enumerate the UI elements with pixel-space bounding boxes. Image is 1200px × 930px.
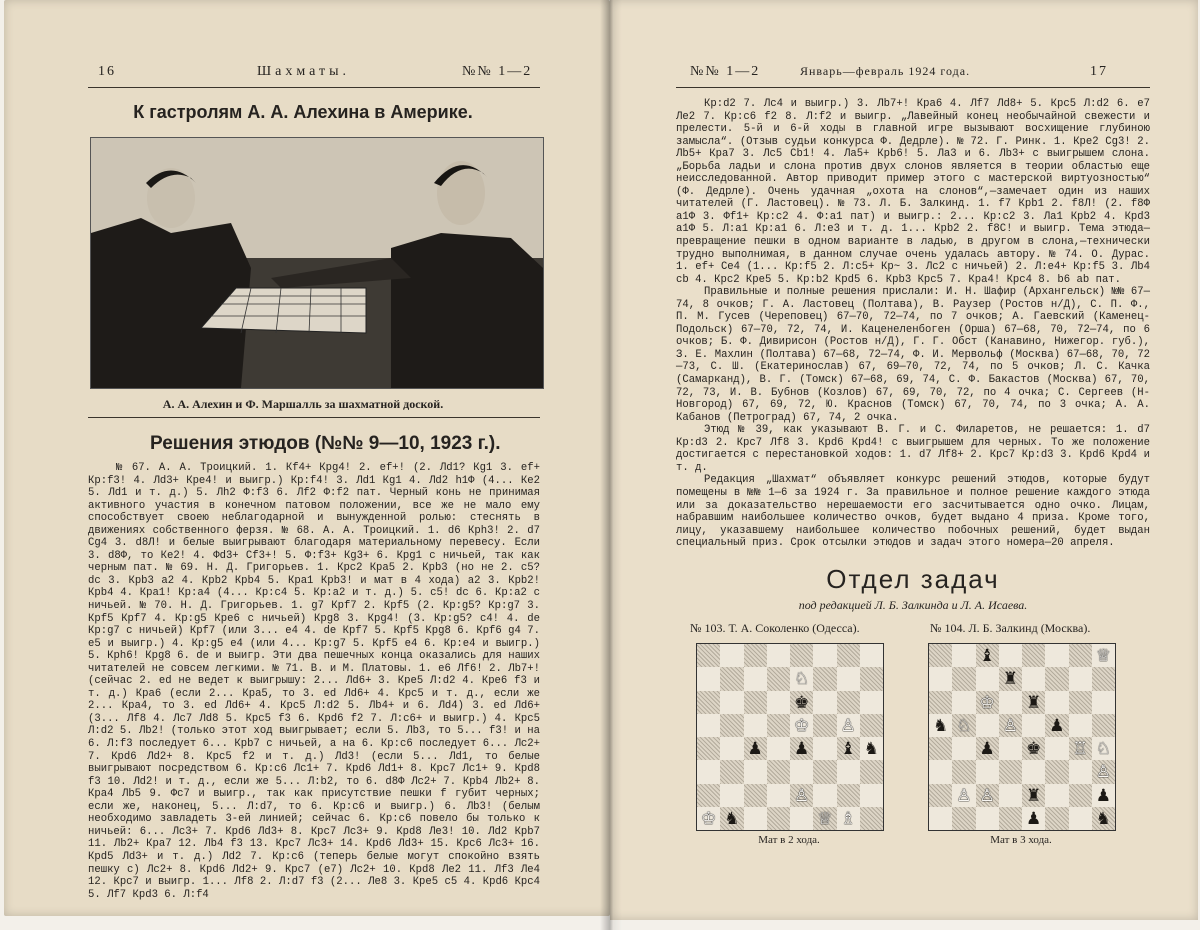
board-square (1069, 807, 1092, 830)
chess-piece: ♞ (1095, 808, 1111, 828)
chess-piece: ♝ (840, 739, 856, 759)
board-square (837, 807, 860, 830)
problem-stipulation: Мат в 3 хода. (990, 834, 1052, 846)
board-square (790, 807, 813, 830)
board-square (976, 714, 999, 737)
board-square (720, 667, 743, 690)
board-square (1022, 737, 1045, 760)
chess-piece: ♕ (1095, 646, 1111, 666)
board-square (790, 667, 813, 690)
chess-diagram (928, 643, 1116, 831)
board-square (720, 737, 743, 760)
board-square (1092, 807, 1115, 830)
left-running-title: Шахматы. (257, 64, 350, 79)
board-square (976, 760, 999, 783)
board-square (697, 760, 720, 783)
board-square (767, 691, 790, 714)
board-square (999, 714, 1022, 737)
board-square (999, 807, 1022, 830)
board-square (697, 784, 720, 807)
board-square (767, 760, 790, 783)
board-square (976, 667, 999, 690)
board-square (1092, 667, 1115, 690)
left-page-number: 16 (98, 64, 116, 79)
chess-piece: ♔ (794, 715, 810, 735)
chess-piece: ♜ (1026, 785, 1042, 805)
right-paragraph: Правильные и полные решения прислали: И. Н. Шафир (Архангельск) №№ 67—74, 8 очков; Г. А. Ластовец (Полтава), В. Раузер (Ростов н/Д), С. П. Ф., П. М. Гусев (Череповец) 67—70, 72—74, по 7 очков; А. Гаевский (Каменец-Подольск) 67—70, 72, 74, И. Каценеленбоген (Орша) 67—68, 70, 72—74, по 6 очков; Б. Ф. Дивирисон (Ростов н/Д), Г. Г. Обст (Канавино, Нижегор. губ.), З. Е. Махлин (Полтава) 67—68, 72—74, Ф. И. Мервольф (Москва) 67—68, 70, 72—73, С. Ш. (Екатеринослав) 67, 69—70, 72, 74, по 5 очков; Л. С. Качка (Самарканд), В. Г. (Томск) 67—68, 69, 74, С. Ф. Бакастов (Москва) 67, 70, 72, 73, И. В. Бубнов (Козлов) 67, 69, 70, 72, по 4 очка; С. Сергеев (Н-Новгород) 67, 69, 72, Ю. Краснов (Томск) 67, 70, 74, по 3 очка; А. А. Кабанов (Петроград) 67, 74, 2 очка. (676, 286, 1150, 424)
photo (90, 137, 544, 389)
board-square (1069, 714, 1092, 737)
chess-piece: ♞ (724, 808, 740, 828)
board-square (744, 807, 767, 830)
board-square (929, 784, 952, 807)
board-square (837, 784, 860, 807)
board-square (1069, 760, 1092, 783)
section-title: Решения этюдов (№№ 9—10, 1923 г.). (150, 433, 501, 454)
chess-piece: ♟ (747, 739, 763, 759)
caption-rule (88, 417, 540, 418)
board-square (976, 807, 999, 830)
chess-piece: ♟ (1049, 715, 1065, 735)
board-square (744, 691, 767, 714)
board-square (1022, 691, 1045, 714)
board-square (767, 714, 790, 737)
board-square (999, 691, 1022, 714)
board-square (744, 737, 767, 760)
problem-stipulation: Мат в 2 хода. (758, 834, 820, 846)
chess-piece: ♙ (1002, 715, 1018, 735)
board-square (744, 760, 767, 783)
board-square (1045, 784, 1068, 807)
board-square (929, 737, 952, 760)
board-square (1022, 807, 1045, 830)
board-square (976, 737, 999, 760)
chess-piece: ♔ (701, 808, 717, 828)
problems-editors: под редакцией Л. Б. Залкинда и Л. А. Исаева. (798, 598, 1028, 612)
chess-piece: ♘ (956, 715, 972, 735)
board-square (813, 667, 836, 690)
left-text-column (88, 462, 540, 901)
chess-piece: ♙ (956, 785, 972, 805)
board-square (697, 644, 720, 667)
board-square (1022, 784, 1045, 807)
board-square (790, 691, 813, 714)
board-square (1069, 737, 1092, 760)
board-square (1045, 807, 1068, 830)
board-square (952, 644, 975, 667)
board-square (1022, 667, 1045, 690)
board-square (837, 667, 860, 690)
board-square (720, 760, 743, 783)
board-square (790, 644, 813, 667)
board-square (860, 691, 883, 714)
board-square (837, 760, 860, 783)
board-square (697, 737, 720, 760)
board-square (999, 644, 1022, 667)
board-square (744, 784, 767, 807)
board-square (976, 644, 999, 667)
right-date-line: Январь—февраль 1924 года. (800, 64, 971, 78)
board-square (697, 807, 720, 830)
board-square (860, 760, 883, 783)
board-square (1092, 760, 1115, 783)
board-square (952, 760, 975, 783)
board-square (813, 784, 836, 807)
right-paragraph: Кр:d2 7. Лc4 и выигр.) 3. Лb7+! Крa6 4. Лf7 Лd8+ 5. Крc5 Л:d2 6. e7 Лe2 7. Кр:c6 f2 8. Л:f2 и выигр. „Лавейный конец необычайной свежести и прелести. 5-й и 6-й ходы в главной игре вызывают восхищение глубиною замысла“. (Отзыв судьи конкурса Ф. Дедрле). № 72. Г. Ринк. 1. Крe2 Сg3! 2. Лb5+ Крa7 3. Лc5 Сb1! 4. Лa5+ Крb6! 5. Лa3 и 6. Лb3+ с выигрышем слона. „Борьба ладьи и слона против двух слонов является в теории областью еще неисследованной. Автор приводит пример этого с мастерской виртуозностью“ (Ф. Дедрле). Очень удачная „охота на слонов“,—замечает один из наших читателей (Г. Ластовец). № 73. Л. Б. Залкинд. 1. f7 Крb1 2. f8Л! (2. f8Ф a1Ф 3. Фf1+ Кр:c2 4. Ф:a1 пат) и выигр.: 2... Кр:c2 3. Лa1 Крb2 4. Крd3 a1Ф 5. Л:a1 Кр:a1 6. Л:e3 и т. д. 1... Крb2 2. f8С! и выигр. Тема этюда—превращение пешки в одном варианте в ладью, в другом в слона,—технически трудно выполнимая, в данном случае очень удалась автору. № 74. О. Дурас. 1. ef+ Сe4 (1... Кр:f5 2. Л:c5+ Кр~ 3. Лc2 с ничьей) 2. Л:e4+ Кр:f5 3. Лb4 cb 4. Крc2 Крe5 5. Кр:b2 Крd5 6. Крb3 Крc5 7. Крa4! Крc4 8. b6 ab пат. (676, 98, 1150, 286)
board-square (952, 714, 975, 737)
board-square (813, 807, 836, 830)
board-square (999, 667, 1022, 690)
chess-piece: ♘ (1095, 739, 1111, 759)
chess-piece: ♖ (1072, 739, 1088, 759)
chess-piece: ♔ (979, 692, 995, 712)
chess-piece: ♝ (979, 646, 995, 666)
left-issue: №№ 1—2 (462, 64, 533, 79)
right-paragraph: Редакция „Шахмат“ объявляет конкурс решений этюдов, которые будут помещены в №№ 1—6 за 1924 г. За правильное и полное решение каждого этюда или за доказательство нерешаемости его засчитывается одно очко. Лицам, набравшим наибольшее количество очков, будет выдано 4 приза. Кроме того, лицу, указавшему наибольшее количество побочных решений, будет выдан специальный приз. Срок отсылки этюдов и задач этого номера—20 апреля. (676, 474, 1150, 550)
board-square (1022, 760, 1045, 783)
board-square (790, 760, 813, 783)
chess-piece: ♟ (1095, 785, 1111, 805)
chess-piece: ♙ (840, 715, 856, 735)
board-square (790, 714, 813, 737)
board-square (952, 737, 975, 760)
chess-piece: ♚ (794, 692, 810, 712)
board-square (813, 644, 836, 667)
chess-piece: ♟ (1026, 808, 1042, 828)
board-square (813, 691, 836, 714)
board-square (720, 644, 743, 667)
chess-piece: ♕ (817, 808, 833, 828)
board-square (767, 667, 790, 690)
board-square (952, 691, 975, 714)
board-square (1045, 644, 1068, 667)
chess-piece: ♜ (1026, 692, 1042, 712)
board-square (697, 714, 720, 737)
book-gutter (600, 0, 622, 930)
board-square (860, 714, 883, 737)
board-square (837, 714, 860, 737)
chess-diagram (696, 643, 884, 831)
board-square (1022, 644, 1045, 667)
board-square (1092, 644, 1115, 667)
board-square (767, 644, 790, 667)
board-square (837, 737, 860, 760)
chess-piece: ♙ (1095, 762, 1111, 782)
board-square (976, 784, 999, 807)
board-square (813, 737, 836, 760)
board-square (1069, 691, 1092, 714)
board-square (744, 667, 767, 690)
board-square (1069, 644, 1092, 667)
chess-piece: ♟ (979, 739, 995, 759)
board-square (697, 691, 720, 714)
board-square (1045, 667, 1068, 690)
board-square (999, 737, 1022, 760)
left-header-rule (88, 87, 540, 88)
board-square (720, 784, 743, 807)
photo-illustration (91, 138, 543, 388)
board-square (744, 714, 767, 737)
board-square (1092, 784, 1115, 807)
right-page-number: 17 (1090, 64, 1108, 79)
board-square (813, 714, 836, 737)
board-square (1092, 714, 1115, 737)
board-square (837, 644, 860, 667)
chess-piece: ♙ (979, 785, 995, 805)
board-square (860, 644, 883, 667)
photo-caption: А. А. Алехин и Ф. Маршалль за шахматной доской. (162, 397, 444, 411)
board-square (1022, 714, 1045, 737)
board-square (767, 737, 790, 760)
chess-piece: ♟ (794, 739, 810, 759)
board-square (744, 644, 767, 667)
chess-piece: ♙ (794, 785, 810, 805)
board-square (860, 667, 883, 690)
board-square (1092, 737, 1115, 760)
board-square (1045, 691, 1068, 714)
right-text-column (676, 98, 1150, 550)
board-square (767, 784, 790, 807)
board-square (929, 667, 952, 690)
right-paragraph: Этюд № 39, как указывают В. Г. и С. Филаретов, не решается: 1. d7 Кр:d3 2. Крc7 Лf8 3. Крd6 Крd4! с выигрышем для черных. То же положение достигается с перестановкой ходов: 1. d7 Лf8+ 2. Крc7 Кр:d3 3. Крd6 Крd4 и т. д. (676, 424, 1150, 474)
board-square (1069, 667, 1092, 690)
problem-title: № 103. Т. А. Соколенко (Одесса). (690, 621, 860, 635)
board-square (790, 784, 813, 807)
board-square (790, 737, 813, 760)
board-square (952, 784, 975, 807)
board-square (1069, 784, 1092, 807)
board-square (929, 760, 952, 783)
board-square (860, 737, 883, 760)
board-square (1092, 691, 1115, 714)
chess-piece: ♘ (794, 669, 810, 689)
chess-piece: ♞ (933, 715, 949, 735)
board-square (860, 784, 883, 807)
board-square (929, 807, 952, 830)
board-square (720, 807, 743, 830)
article-title: К гастролям А. А. Алехина в Америке. (133, 102, 473, 122)
board-square (999, 784, 1022, 807)
board-square (860, 807, 883, 830)
board-square (952, 807, 975, 830)
board-square (720, 714, 743, 737)
chess-piece: ♚ (1026, 739, 1042, 759)
board-square (929, 644, 952, 667)
board-square (999, 760, 1022, 783)
right-issue: №№ 1—2 (690, 64, 761, 79)
board-square (952, 667, 975, 690)
board-square (813, 760, 836, 783)
board-square (1045, 714, 1068, 737)
chess-piece: ♗ (840, 808, 856, 828)
right-header-rule (676, 87, 1150, 88)
board-square (1045, 737, 1068, 760)
board-square (697, 667, 720, 690)
board-square (976, 691, 999, 714)
problems-section-title: Отдел задач (826, 564, 1000, 594)
chess-piece: ♞ (863, 739, 879, 759)
board-square (929, 691, 952, 714)
board-square (837, 691, 860, 714)
left-paragraph: № 67. А. А. Троицкий. 1. Кf4+ Крg4! 2. ef+! (2. Лd1? Кg1 3. ef+ Кр:f3! 4. Лd3+ Крe4! и выигр.) Кр:f4! 3. Лd1 Кg1 4. Лd2 h1Ф (4... Кe2 5. Лd1 и т. д.) 5. Лh2 Ф:f3 6. Лf2 Ф:f2 пат. Черный конь не принимая активного участия в конечном патовом положении, все же не мало ему способствует своею неблагодарной и вынужденной ролью: стеснять в движениях собственного ферзя. № 68. А. А. Троицкий. 1. d6 Крh3! 2. d7 Сg4 3. d8Л! и белые выигрывают благодаря материальному перевесу. Если 3. d8Ф, то Кe2! 4. Фd3+ Сf3+! 5. Ф:f3+ Кg3+ 6. Крg1 с ничьей, так как черным пат. № 69. Н. Д. Григорьев. 1. Крc2 Крa5 2. Крb3 (но не 2. c5? dc 3. Крb3 a2 4. Крb2 Крb4 5. Крa1 Крb3! и мат в 4 хода) a2 3. Крb2! Крb4 4. Крa1! Кр:a4 (4... Кр:c4 5. Кр:a2 и т. д.) 5. c5! dc 6. Кр:a2 с ничьей. № 70. Н. Д. Григорьев. 1. g7 Крf7 2. Крf5 (2. Кр:g5? Кр:g7 3. Крf5 Крf7 4. Кр:g5 Крe6 с ничьей) Крg8 3. Крg4! (3. Кр:g5? c4! 4. de Кр:g7 с ничьей) Крf7 (или 3... e4 4. de Крf7 5. Крf5 Крg8 6. Крf6 g4 7. e5 и выигр.) 4. Кр:g5 e4 (или 4... Кр:g7 5. Крf5 e4 6. Кр:e4 и выигр.) 5. Крh6! Крg8 6. de и выигр. Эти два пешечных конца оказались для наших читателей не совсем легкими. № 71. В. и М. Платовы. 1. e6 Лf6! 2. Лb7+! (сейчас 2. ed не ведет к выигрышу: 2... Лd6+ 3. Крe5 Л:d2 4. Крe6 f3 и т. д.) Крa6 (если 2... Крa5, то 3. ed Лd6+ 4. Крc5 и т. д., если же 2... Крa4, то 3. ed Лd6+ 4. Крc5 Л:d2 5. Лb4+ и 6. Лd4) 3. ed Лd6+ (3... Лf8 4. Лc7 Лd8 5. Крc5 f3 6. Крd6 f2 7. Л:c6+ и выигр.) 4. Крc5 Л:d2 5. Лb2! (только этот ход выигрывает; если 5. Лb3, то 5... f3! и на 6. Л:f3 последует 6... Крb7 с ничьей, а на 6. Кр:c6 последует 6... Лc2+ 7. Крd6 Лd2+ 8. Крc5 f2 и т. д.) Лd3! (если 5... Лd1, то белые выигрывают посредством 6. Кр:c6 Лc1+ 7. Крd6 Лd1+ 8. Крc7 Лc1+ 9. Крd8 f3 10. Лd2! и т. д., если же 5... Л:b2, то 6. d8Ф Лc2+ 7. Крb4 Лb2+ 8. Крa4 Лb5 9. Фc7 и выигр., так как присутствие пешки f губит черных; если же, наконец, 5... Л:d7, то 6. Кр:c6 и выигр.) 6. Лb3! (белым необходимо завладеть 3-ей линией; сейчас 6. Кр:c6 повело бы только к ничьей: 6... Лc3+ 7. Крd6 Лd3+ 8. Крc7 Лc3+ 9. Крd8 Лe3! 10. Лd2 Крb7 11. Лb2+ Крa7 12. Лb4 f3 13. Крc7 Лc3+ 14. Крd6 Лd3+ 15. Крc6 Лc3+ 16. Крd5 Лd3+ и т. д.) Лd2 7. Кр:c6 (теперь белые могут спокойно взять пешку c) Лc2+ 8. Крd6 Лd2+ 9. Крc7 (e7) Лc2+ 10. Крd8 Лe2 11. Лf3 Лe4 12. Крc7 и выигр. 1... Лf8 2. Л:d7 f3 (2... Лe8 3. Крe5 c5 4. Крd6 Крc4 5. Лf7 Крd3 6. Л:f4 (88, 462, 540, 901)
board-square (767, 807, 790, 830)
chess-piece: ♜ (1002, 669, 1018, 689)
board-square (929, 714, 952, 737)
board-square (1045, 760, 1068, 783)
board-square (720, 691, 743, 714)
problem-title: № 104. Л. Б. Залкинд (Москва). (930, 621, 1091, 635)
